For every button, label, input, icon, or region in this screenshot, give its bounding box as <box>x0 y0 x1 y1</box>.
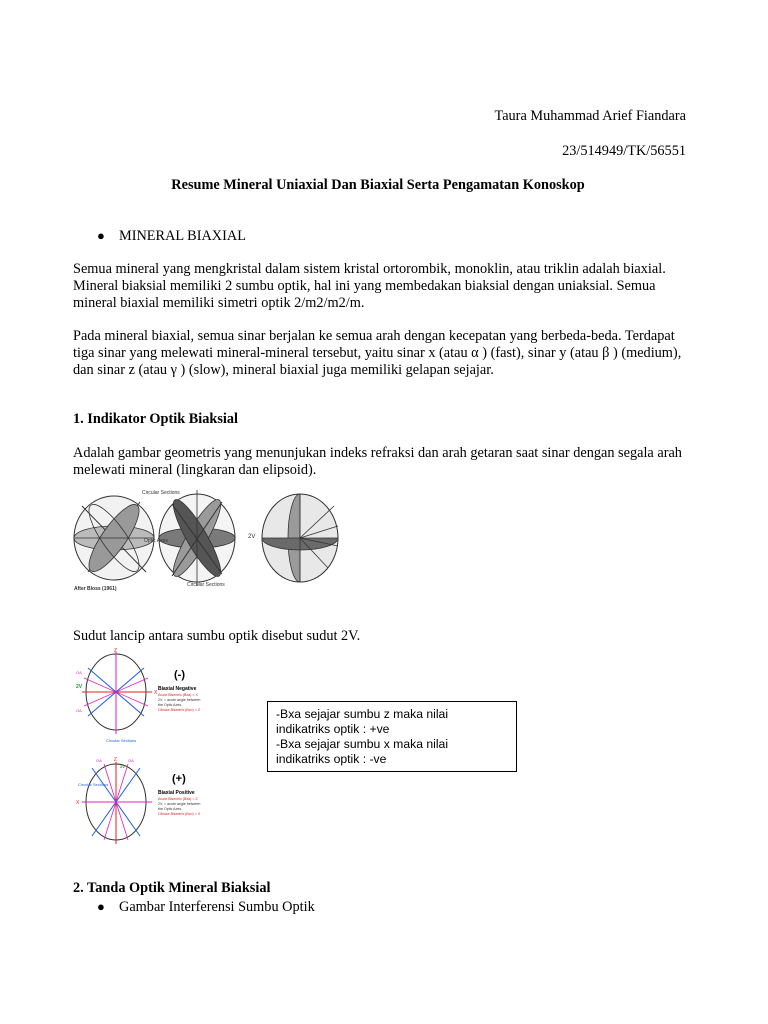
note-box <box>267 701 517 772</box>
label-x-pos: X <box>76 800 80 806</box>
paragraph-indikator-definition: Adalah gambar geometris yang menunjukan indeks refraksi dan arah getaran saat sinar dengan segala arah melewati mineral (lingkaran dan elipsoid). <box>73 445 682 478</box>
paragraph-biaxial-definition: Semua mineral yang mengkristal dalam sistem kristal ortorombik, monoklin, atau triklin adalah biaxial. Mineral biaksial memiliki 2 sumbu optik, hal ini yang membedakan biaksial dengan uniaksial. Semua mineral biaxial memiliki simetri optik 2/m2/m2/m. <box>73 261 666 311</box>
note-line: -Bxa sejajar sumbu x maka nilai <box>276 737 449 751</box>
note-line: -Bxa sejajar sumbu z maka nilai <box>276 707 449 721</box>
paragraph-biaxial-rays: Pada mineral biaxial, semua sinar berjalan ke semua arah dengan kecepatan yang berbeda-beda. Terdapat tiga sinar yang melewati mineral-mineral tersebut, yaitu sinar x (atau α ) (fast), sinar y (atau β ) (medium), dan sinar z (atau γ ) (slow), mineral biaxial juga memiliki gelapan sejajar. <box>73 328 682 378</box>
label-optic-axes: Optic Axes <box>144 538 168 544</box>
heading-indikator-optik: 1. Indikator Optik Biaksial <box>73 411 239 427</box>
label-2v-pos: 2V <box>120 764 125 769</box>
note-line: indikatriks optik : +ve <box>276 722 390 736</box>
biaxial-positive-diagram <box>76 757 201 844</box>
label-z-pos: Z <box>114 757 118 763</box>
author-name: Taura Muhammad Arief Fiandara <box>494 108 686 124</box>
neg-line-2: 2V, = acute angle between <box>158 698 201 702</box>
label-circular-pos: Circular Sections <box>78 782 109 787</box>
bullet-dot: ● <box>97 228 105 243</box>
title-biaxial-negative: Biaxial Negative <box>158 686 197 692</box>
figure-biaxial-sign <box>70 648 220 848</box>
label-x-neg: X <box>154 690 158 696</box>
label-circular-neg: Circular Sections <box>106 738 137 743</box>
sign-positive: (+) <box>172 773 186 785</box>
label-2v-figure1: 2V <box>248 534 256 540</box>
student-id: 23/514949/TK/56551 <box>562 143 686 159</box>
neg-line-3: the Optic Axes. <box>158 703 183 707</box>
paragraph-2v: Sudut lancip antara sumbu optik disebut sudut 2V. <box>73 628 361 644</box>
bullet-label: Gambar Interferensi Sumbu Optik <box>119 899 315 915</box>
bullet-label: MINERAL BIAXIAL <box>119 228 246 244</box>
note-line: indikatriks optik : -ve <box>276 752 387 766</box>
document-title: Resume Mineral Uniaxial Dan Biaxial Serta Pengamatan Konoskop <box>171 177 585 193</box>
indicatrix-sphere-3 <box>262 494 338 582</box>
label-circular-sections-top: Circular Sections <box>142 490 180 496</box>
label-oa-neg-top: OA <box>76 670 82 675</box>
indicatrix-sphere-2 <box>142 490 255 588</box>
label-2v-neg: 2V <box>76 684 83 690</box>
sign-negative: (-) <box>174 669 185 681</box>
label-oa-pos-right: OA <box>128 758 134 763</box>
pos-line-4: Obtuse Bisectrix (Bxo) = X <box>158 812 201 816</box>
neg-line-4: Obtuse Bisectrix (Bxo) = Z <box>158 708 201 712</box>
title-biaxial-positive: Biaxial Positive <box>158 790 195 796</box>
pos-line-1: Acute Bisectrix (Bxa) = Z <box>158 797 198 801</box>
indicatrix-sphere-1 <box>74 496 154 592</box>
label-oa-neg-bottom: OA <box>76 708 82 713</box>
bullet-dot: ● <box>97 899 105 914</box>
label-circular-sections-bottom: Circular Sections <box>187 582 225 588</box>
figure-biaxial-indicatrix <box>72 486 344 594</box>
biaxial-negative-diagram <box>76 648 201 743</box>
bullet-gambar-interferensi <box>97 898 315 916</box>
pos-line-2: 2V, = acute angle between <box>158 802 201 806</box>
heading-tanda-optik: 2. Tanda Optik Mineral Biaksial <box>73 880 271 896</box>
label-oa-pos-left: OA <box>96 758 102 763</box>
label-z-neg: Z <box>114 648 118 654</box>
neg-line-1: Acute Bisectrix (Bxa) = X <box>158 693 198 697</box>
figure-caption: After Bloss (1961) <box>74 586 117 592</box>
pos-line-3: the Optic Axes. <box>158 807 183 811</box>
bullet-mineral-biaxial <box>97 227 246 245</box>
